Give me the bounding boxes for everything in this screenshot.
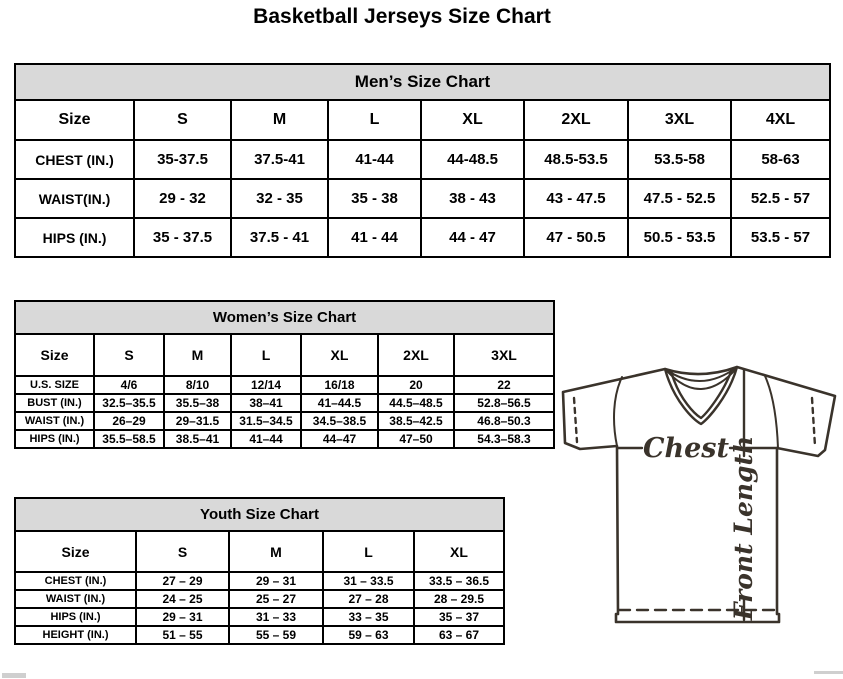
youth-table-row-label: CHEST (IN.) [15, 572, 136, 590]
jersey-outline [563, 367, 835, 622]
youth-table-cell: 33.5 – 36.5 [414, 572, 504, 590]
womens-table-row-3 [15, 430, 554, 448]
jersey-measurement-diagram [556, 360, 840, 628]
womens-table-cell: 35.5–58.5 [94, 430, 164, 448]
chest-label: Chest [643, 433, 729, 464]
mens-table-cell: 29 - 32 [134, 179, 231, 218]
youth-table-col-header-1: S [136, 531, 229, 572]
womens-table-cell: 52.8–56.5 [454, 394, 554, 412]
womens-table-cell: 47–50 [378, 430, 454, 448]
mens-table-cell: 43 - 47.5 [524, 179, 628, 218]
mens-table-row-0 [15, 140, 830, 179]
youth-table-row-label: WAIST (IN.) [15, 590, 136, 608]
mens-table-col-header-1: S [134, 100, 231, 140]
womens-table-cell: 54.3–58.3 [454, 430, 554, 448]
mens-table-cell: 50.5 - 53.5 [628, 218, 731, 257]
youth-table-col-header-2: M [229, 531, 323, 572]
womens-table-row-label: HIPS (IN.) [15, 430, 94, 448]
mens-table-col-header-3: L [328, 100, 421, 140]
womens-table-row-2 [15, 412, 554, 430]
youth-table-row-1 [15, 590, 504, 608]
mens-table-cell: 35-37.5 [134, 140, 231, 179]
mens-table-row-label: CHEST (IN.) [15, 140, 134, 179]
womens-table-col-header-4: XL [301, 334, 378, 376]
youth-table-cell: 24 – 25 [136, 590, 229, 608]
mens-table-cell: 47.5 - 52.5 [628, 179, 731, 218]
womens-table-cell: 12/14 [231, 376, 301, 394]
womens-table-title: Women’s Size Chart [15, 301, 554, 334]
youth-table-cell: 35 – 37 [414, 608, 504, 626]
youth-table-cell: 31 – 33 [229, 608, 323, 626]
youth-size-chart-table [14, 497, 505, 645]
mens-table-col-header-6: 3XL [628, 100, 731, 140]
youth-table-cell: 25 – 27 [229, 590, 323, 608]
youth-table-row-3 [15, 626, 504, 644]
womens-table-cell: 38–41 [231, 394, 301, 412]
youth-table-cell: 29 – 31 [136, 608, 229, 626]
mens-table-cell: 37.5-41 [231, 140, 328, 179]
youth-table-cell: 29 – 31 [229, 572, 323, 590]
youth-table-cell: 63 – 67 [414, 626, 504, 644]
youth-table-cell: 59 – 63 [323, 626, 414, 644]
youth-table-row-label: HIPS (IN.) [15, 608, 136, 626]
h-scrollbar-thumb-left[interactable] [2, 673, 26, 678]
womens-size-chart-table [14, 300, 555, 449]
youth-table [14, 497, 505, 645]
womens-table-cell: 41–44 [231, 430, 301, 448]
youth-table-cell: 55 – 59 [229, 626, 323, 644]
womens-table-col-header-0: Size [15, 334, 94, 376]
womens-table-cell: 44–47 [301, 430, 378, 448]
womens-table-cell: 38.5–42.5 [378, 412, 454, 430]
h-scrollbar-thumb-right[interactable] [814, 671, 843, 674]
mens-size-chart-table [14, 63, 831, 258]
womens-table-row-label: U.S. SIZE [15, 376, 94, 394]
womens-table-row-1 [15, 394, 554, 412]
mens-table-col-header-4: XL [421, 100, 524, 140]
mens-table-cell: 53.5-58 [628, 140, 731, 179]
mens-table-cell: 52.5 - 57 [731, 179, 830, 218]
mens-table-row-2 [15, 218, 830, 257]
mens-table [14, 63, 831, 258]
womens-table-col-header-5: 2XL [378, 334, 454, 376]
mens-table-col-header-5: 2XL [524, 100, 628, 140]
mens-table-col-header-7: 4XL [731, 100, 830, 140]
womens-table [14, 300, 555, 449]
mens-table-cell: 47 - 50.5 [524, 218, 628, 257]
youth-table-col-header-3: L [323, 531, 414, 572]
womens-table-cell: 29–31.5 [164, 412, 231, 430]
womens-table-cell: 35.5–38 [164, 394, 231, 412]
page-title: Basketball Jerseys Size Chart [253, 5, 551, 28]
womens-table-cell: 34.5–38.5 [301, 412, 378, 430]
mens-table-cell: 41-44 [328, 140, 421, 179]
youth-table-cell: 27 – 29 [136, 572, 229, 590]
mens-table-row-1 [15, 179, 830, 218]
womens-table-col-header-1: S [94, 334, 164, 376]
womens-table-cell: 26–29 [94, 412, 164, 430]
youth-table-col-header-0: Size [15, 531, 136, 572]
mens-table-cell: 37.5 - 41 [231, 218, 328, 257]
womens-table-cell: 32.5–35.5 [94, 394, 164, 412]
womens-table-cell: 8/10 [164, 376, 231, 394]
mens-table-cell: 44-48.5 [421, 140, 524, 179]
mens-table-cell: 41 - 44 [328, 218, 421, 257]
youth-table-cell: 33 – 35 [323, 608, 414, 626]
womens-table-col-header-6: 3XL [454, 334, 554, 376]
mens-table-cell: 35 - 38 [328, 179, 421, 218]
mens-table-col-header-0: Size [15, 100, 134, 140]
mens-table-cell: 38 - 43 [421, 179, 524, 218]
womens-table-cell: 31.5–34.5 [231, 412, 301, 430]
womens-table-cell: 38.5–41 [164, 430, 231, 448]
mens-table-row-label: HIPS (IN.) [15, 218, 134, 257]
mens-table-title: Men’s Size Chart [15, 64, 830, 100]
mens-table-cell: 58-63 [731, 140, 830, 179]
womens-table-cell: 16/18 [301, 376, 378, 394]
youth-table-col-header-4: XL [414, 531, 504, 572]
womens-table-cell: 41–44.5 [301, 394, 378, 412]
youth-table-row-2 [15, 608, 504, 626]
mens-table-cell: 53.5 - 57 [731, 218, 830, 257]
mens-table-cell: 44 - 47 [421, 218, 524, 257]
womens-table-col-header-3: L [231, 334, 301, 376]
mens-table-col-header-2: M [231, 100, 328, 140]
womens-table-row-label: BUST (IN.) [15, 394, 94, 412]
mens-table-cell: 48.5-53.5 [524, 140, 628, 179]
womens-table-cell: 44.5–48.5 [378, 394, 454, 412]
womens-table-cell: 20 [378, 376, 454, 394]
womens-table-cell: 4/6 [94, 376, 164, 394]
youth-table-title: Youth Size Chart [15, 498, 504, 531]
youth-table-cell: 27 – 28 [323, 590, 414, 608]
womens-table-cell: 46.8–50.3 [454, 412, 554, 430]
youth-table-cell: 31 – 33.5 [323, 572, 414, 590]
youth-table-cell: 28 – 29.5 [414, 590, 504, 608]
youth-table-row-label: HEIGHT (IN.) [15, 626, 136, 644]
youth-table-row-0 [15, 572, 504, 590]
mens-table-cell: 35 - 37.5 [134, 218, 231, 257]
mens-table-row-label: WAIST(IN.) [15, 179, 134, 218]
womens-table-row-0 [15, 376, 554, 394]
womens-table-row-label: WAIST (IN.) [15, 412, 94, 430]
womens-table-cell: 22 [454, 376, 554, 394]
youth-table-cell: 51 – 55 [136, 626, 229, 644]
front-length-label: Front Length [729, 435, 758, 621]
mens-table-cell: 32 - 35 [231, 179, 328, 218]
womens-table-col-header-2: M [164, 334, 231, 376]
